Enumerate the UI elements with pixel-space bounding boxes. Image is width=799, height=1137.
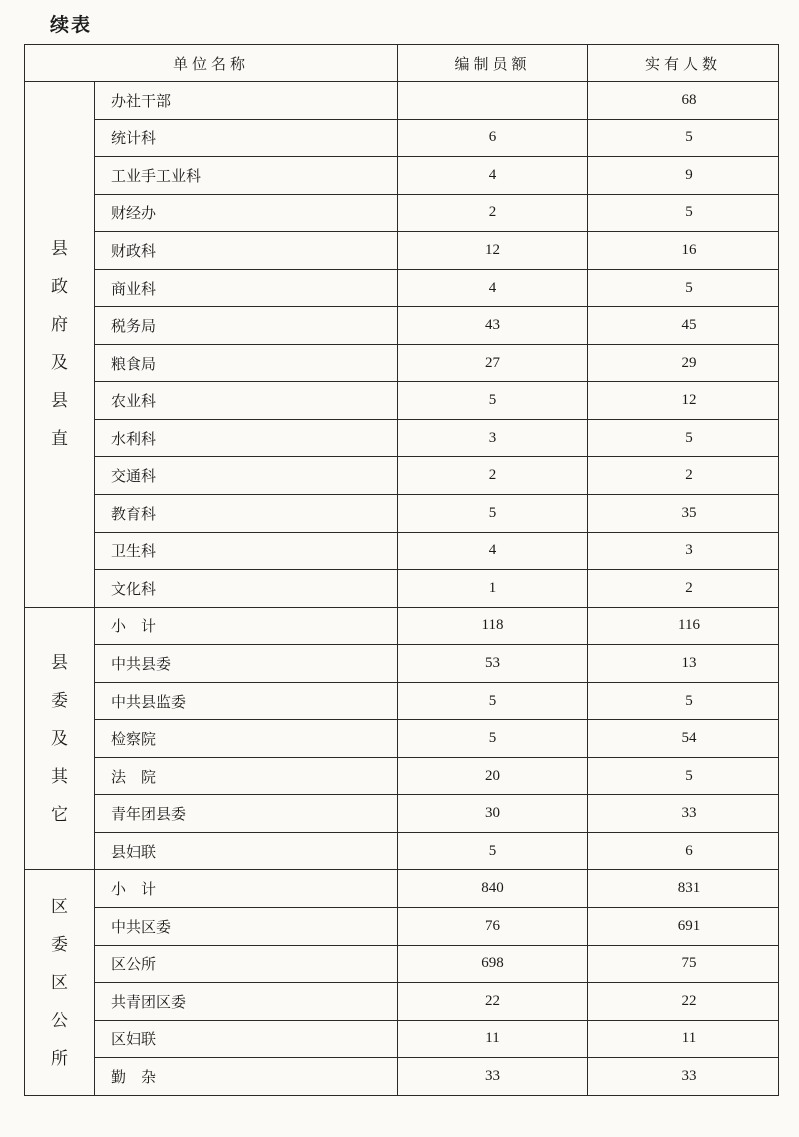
unit-name-cell: 财政科	[95, 232, 398, 270]
unit-name-cell: 区公所	[95, 945, 398, 983]
group-label-char: 其	[51, 766, 68, 787]
group-label	[25, 870, 95, 1095]
unit-name-cell: 工业手工业科	[95, 157, 398, 195]
group-label-char: 委	[51, 690, 68, 711]
table-row	[25, 645, 779, 683]
group-label-char: 它	[51, 804, 68, 825]
actual-count-cell: 33	[588, 1058, 779, 1096]
authorized-count-cell: 3	[398, 419, 588, 457]
unit-name-cell: 文化科	[95, 570, 398, 608]
unit-name-cell: 教育科	[95, 495, 398, 533]
unit-name-cell: 卫生科	[95, 532, 398, 570]
group-label-char: 县	[51, 391, 68, 412]
actual-count-cell: 5	[588, 682, 779, 720]
actual-count-cell: 5	[588, 194, 779, 232]
group-label-char: 所	[51, 1048, 68, 1069]
table-row	[25, 720, 779, 758]
authorized-count-cell: 33	[398, 1058, 588, 1096]
unit-name-cell: 共青团区委	[95, 983, 398, 1021]
unit-name-cell: 中共县监委	[95, 682, 398, 720]
group-label-char: 公	[51, 1010, 68, 1031]
authorized-count-cell: 5	[398, 382, 588, 420]
header-actual: 实有人数	[588, 45, 779, 82]
group-label-char: 区	[51, 896, 68, 917]
unit-name-cell: 县妇联	[95, 832, 398, 870]
authorized-count-cell: 118	[398, 607, 588, 645]
table-row	[25, 945, 779, 983]
authorized-count-cell: 5	[398, 832, 588, 870]
actual-count-cell: 831	[588, 870, 779, 908]
table-row	[25, 983, 779, 1021]
actual-count-cell: 45	[588, 307, 779, 345]
authorized-count-cell: 11	[398, 1020, 588, 1058]
actual-count-cell: 22	[588, 983, 779, 1021]
table-row	[25, 832, 779, 870]
unit-name-cell: 小 计	[95, 607, 398, 645]
unit-name-cell: 办社干部	[95, 82, 398, 120]
table-row	[25, 269, 779, 307]
group-label-char: 直	[51, 429, 68, 450]
actual-count-cell: 116	[588, 607, 779, 645]
table-row	[25, 1058, 779, 1096]
group-label-char: 区	[51, 972, 68, 993]
actual-count-cell: 691	[588, 908, 779, 946]
table-row	[25, 908, 779, 946]
unit-name-cell: 青年团县委	[95, 795, 398, 833]
table-row	[25, 194, 779, 232]
unit-name-cell: 区妇联	[95, 1020, 398, 1058]
group-label-char: 府	[51, 315, 68, 336]
table-row	[25, 532, 779, 570]
group-label-char: 委	[51, 934, 68, 955]
authorized-count-cell: 5	[398, 495, 588, 533]
unit-name-cell: 农业科	[95, 382, 398, 420]
unit-name-cell: 检察院	[95, 720, 398, 758]
actual-count-cell: 2	[588, 457, 779, 495]
unit-name-cell: 水利科	[95, 419, 398, 457]
actual-count-cell: 68	[588, 82, 779, 120]
authorized-count-cell: 22	[398, 983, 588, 1021]
table-row	[25, 344, 779, 382]
unit-name-cell: 小 计	[95, 870, 398, 908]
unit-name-cell: 财经办	[95, 194, 398, 232]
group-label-char: 及	[51, 353, 68, 374]
authorized-count-cell: 1	[398, 570, 588, 608]
group-label-char: 县	[51, 239, 68, 260]
header-authorized: 编制员额	[398, 45, 588, 82]
unit-name-cell: 商业科	[95, 269, 398, 307]
authorized-count-cell: 12	[398, 232, 588, 270]
authorized-count-cell: 2	[398, 457, 588, 495]
actual-count-cell: 35	[588, 495, 779, 533]
actual-count-cell: 12	[588, 382, 779, 420]
table-row	[25, 419, 779, 457]
table-row	[25, 232, 779, 270]
actual-count-cell: 13	[588, 645, 779, 683]
authorized-count-cell: 2	[398, 194, 588, 232]
header-unit-name: 单位名称	[25, 45, 398, 82]
table-row	[25, 495, 779, 533]
table-row	[25, 82, 779, 120]
authorized-count-cell: 20	[398, 757, 588, 795]
authorized-count-cell: 4	[398, 157, 588, 195]
table-row	[25, 870, 779, 908]
authorized-count-cell: 698	[398, 945, 588, 983]
unit-name-cell: 粮食局	[95, 344, 398, 382]
page-title: 续表	[50, 14, 93, 36]
table-row	[25, 795, 779, 833]
unit-name-cell: 统计科	[95, 119, 398, 157]
group-label	[25, 82, 95, 608]
actual-count-cell: 9	[588, 157, 779, 195]
authorized-count-cell: 6	[398, 119, 588, 157]
authorized-count-cell: 30	[398, 795, 588, 833]
actual-count-cell: 29	[588, 344, 779, 382]
table-row	[25, 682, 779, 720]
authorized-count-cell: 5	[398, 682, 588, 720]
actual-count-cell: 6	[588, 832, 779, 870]
group-label-char: 政	[51, 277, 68, 298]
actual-count-cell: 5	[588, 119, 779, 157]
table-row	[25, 457, 779, 495]
authorized-count-cell: 27	[398, 344, 588, 382]
staffing-table	[24, 44, 779, 1096]
unit-name-cell: 税务局	[95, 307, 398, 345]
actual-count-cell: 3	[588, 532, 779, 570]
table-body	[25, 82, 779, 1096]
unit-name-cell: 法 院	[95, 757, 398, 795]
unit-name-cell: 交通科	[95, 457, 398, 495]
table-row	[25, 757, 779, 795]
authorized-count-cell: 76	[398, 908, 588, 946]
table-row	[25, 382, 779, 420]
actual-count-cell: 54	[588, 720, 779, 758]
table-row	[25, 1020, 779, 1058]
table-row	[25, 570, 779, 608]
authorized-count-cell: 840	[398, 870, 588, 908]
actual-count-cell: 2	[588, 570, 779, 608]
unit-name-cell: 中共区委	[95, 908, 398, 946]
actual-count-cell: 75	[588, 945, 779, 983]
header-row	[25, 45, 779, 82]
authorized-count-cell	[398, 82, 588, 120]
group-label	[25, 607, 95, 870]
table-row	[25, 157, 779, 195]
authorized-count-cell: 4	[398, 269, 588, 307]
actual-count-cell: 16	[588, 232, 779, 270]
table-row	[25, 119, 779, 157]
unit-name-cell: 勤 杂	[95, 1058, 398, 1096]
actual-count-cell: 33	[588, 795, 779, 833]
unit-name-cell: 中共县委	[95, 645, 398, 683]
authorized-count-cell: 53	[398, 645, 588, 683]
actual-count-cell: 5	[588, 269, 779, 307]
authorized-count-cell: 5	[398, 720, 588, 758]
authorized-count-cell: 43	[398, 307, 588, 345]
authorized-count-cell: 4	[398, 532, 588, 570]
table-row	[25, 607, 779, 645]
actual-count-cell: 5	[588, 757, 779, 795]
group-label-char: 县	[51, 652, 68, 673]
group-label-char: 及	[51, 728, 68, 749]
actual-count-cell: 11	[588, 1020, 779, 1058]
table-row	[25, 307, 779, 345]
actual-count-cell: 5	[588, 419, 779, 457]
